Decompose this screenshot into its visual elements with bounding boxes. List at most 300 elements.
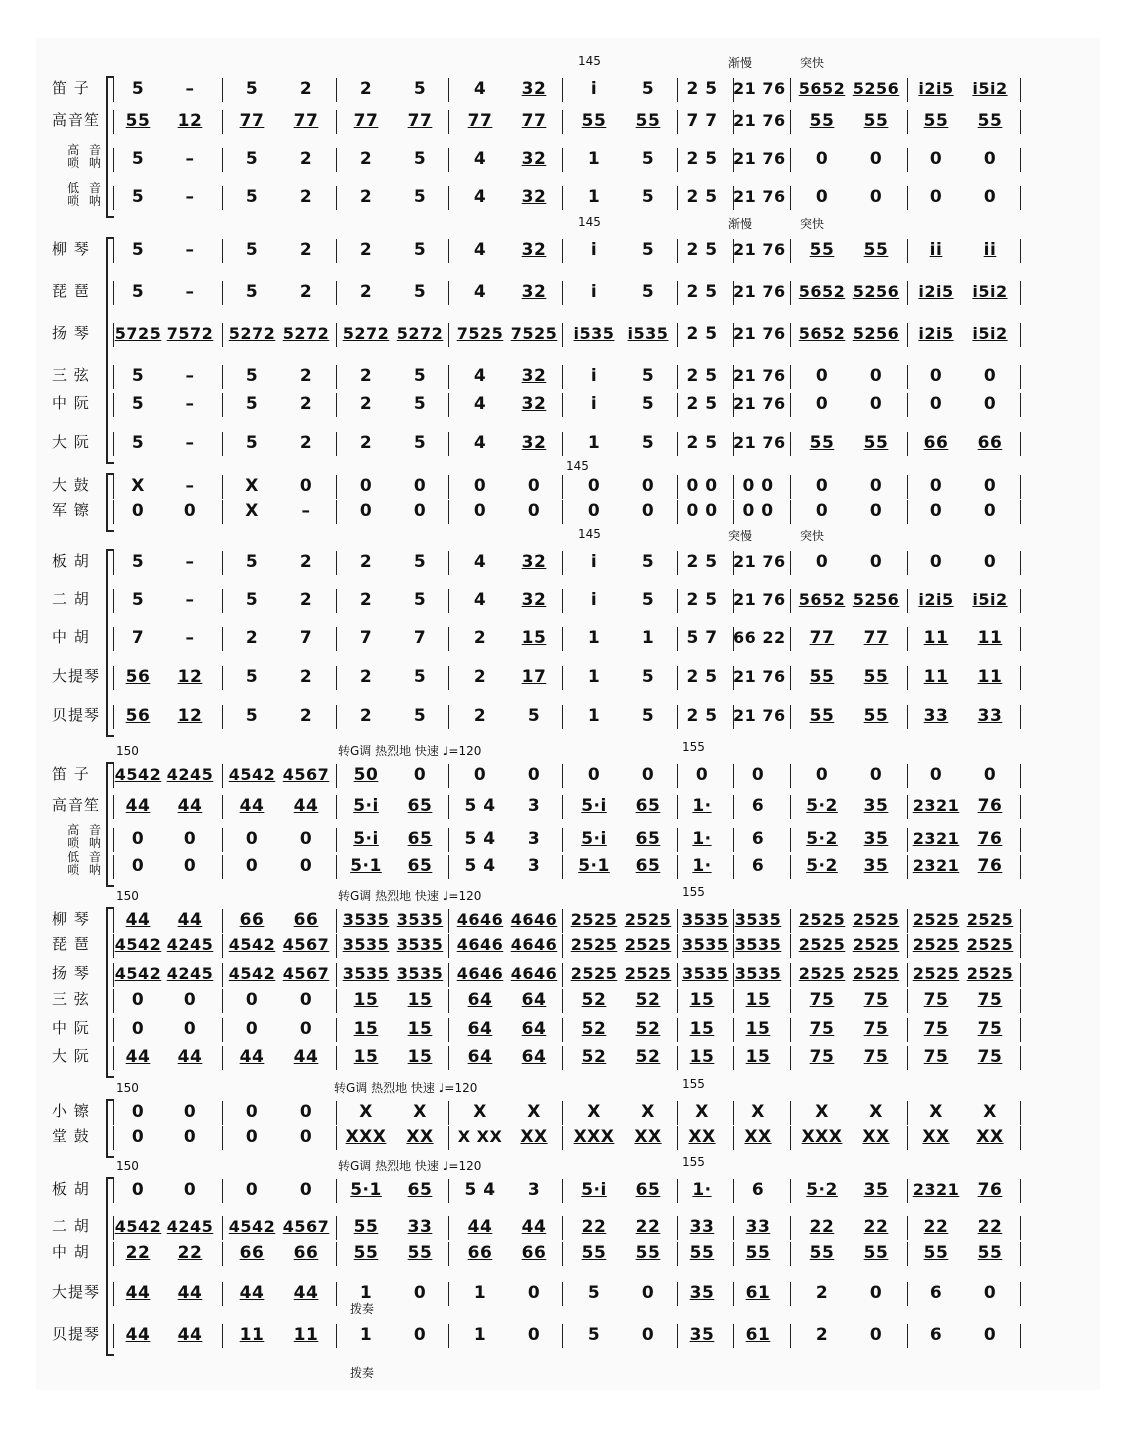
note-cell: 6: [751, 1180, 765, 1200]
staff-row: [0, 365, 1136, 389]
note-cell: X: [359, 1102, 373, 1122]
note-cell: 5 7: [686, 628, 718, 648]
barline: [1020, 855, 1021, 879]
quarter-note-icon: ♩: [438, 889, 449, 903]
note-cell: 76: [977, 796, 1003, 816]
note-cell: 55: [635, 1243, 661, 1263]
note-cell: 1: [641, 628, 655, 648]
note-cell: 5: [245, 149, 259, 169]
note-cell: 66: [977, 433, 1003, 453]
note-cell: 4: [473, 79, 487, 99]
instrument-label: 大 鼓: [52, 476, 90, 494]
barline: [677, 186, 678, 210]
note-cell: 4567: [282, 765, 330, 784]
barline: [562, 500, 563, 524]
note-cell: 4245: [166, 964, 214, 983]
note-cell: 5·2: [806, 829, 838, 849]
measure-number: 145: [578, 215, 601, 229]
note-cell: 55: [863, 240, 889, 260]
instrument-label: 大 阮: [52, 433, 90, 451]
barline: [448, 627, 449, 651]
barline: [790, 627, 791, 651]
barline: [790, 1282, 791, 1306]
note-cell: 2525: [624, 935, 672, 954]
note-cell: 5: [413, 433, 427, 453]
note-cell: 77: [293, 111, 319, 131]
note-cell: 4567: [282, 935, 330, 954]
barline: [222, 239, 223, 263]
note-cell: 15: [689, 1047, 715, 1067]
tempo-marking: 突慢: [728, 529, 753, 543]
note-cell: 2: [299, 394, 313, 414]
barline: [448, 705, 449, 729]
note-cell: 2321: [912, 829, 960, 848]
instrument-label: 小 镲: [52, 1102, 90, 1120]
instrument-label: 二 胡: [52, 1217, 90, 1235]
note-cell: 0: [815, 394, 829, 414]
barline: [336, 855, 337, 879]
staff-row: [0, 323, 1136, 347]
note-cell: 5: [413, 366, 427, 386]
barline: [790, 1179, 791, 1203]
barline: [677, 705, 678, 729]
barline: [1020, 1282, 1021, 1306]
instrument-label: 贝提琴: [52, 1325, 101, 1343]
barline: [562, 934, 563, 958]
barline: [790, 1046, 791, 1070]
instrument-label: 板 胡: [52, 552, 90, 570]
note-cell: 0: [527, 765, 541, 785]
instrument-label: 笛 子: [52, 79, 90, 97]
note-cell: 21 76: [733, 552, 786, 571]
barline: [562, 795, 563, 819]
note-cell: 2: [299, 240, 313, 260]
measure-number: 145: [578, 54, 601, 68]
note-cell: 0: [929, 187, 943, 207]
note-cell: 2: [299, 187, 313, 207]
note-cell: 0: [527, 476, 541, 496]
staff-row: [0, 393, 1136, 417]
pizzicato-marking: 拨奏: [350, 1302, 375, 1316]
tempo-value: =120: [448, 1159, 482, 1173]
staff-row: [0, 1179, 1136, 1203]
note-cell: 55: [977, 111, 1003, 131]
note-cell: 44: [239, 1047, 265, 1067]
note-cell: 3535: [342, 964, 390, 983]
note-cell: 5652: [798, 590, 846, 609]
note-cell: 75: [977, 1019, 1003, 1039]
note-cell: 7: [131, 628, 145, 648]
barline: [336, 627, 337, 651]
note-cell: 4: [473, 149, 487, 169]
note-cell: 44: [293, 1283, 319, 1303]
note-cell: 0: [183, 829, 197, 849]
barline: [336, 1216, 337, 1240]
note-cell: 22: [581, 1217, 607, 1237]
note-cell: 3535: [682, 935, 729, 954]
note-cell: 12: [177, 667, 203, 687]
note-cell: 0: [245, 990, 259, 1010]
note-cell: 4: [473, 366, 487, 386]
barline: [448, 589, 449, 613]
barline: [222, 148, 223, 172]
note-cell: 1: [359, 1325, 373, 1345]
note-cell: 5256: [852, 324, 900, 343]
note-cell: 2525: [966, 964, 1014, 983]
note-cell: –: [185, 366, 195, 386]
barline: [448, 323, 449, 347]
barline: [448, 281, 449, 305]
staff-row: [0, 475, 1136, 499]
barline: [790, 1242, 791, 1266]
tempo-marking: 渐慢: [728, 217, 753, 231]
barline: [336, 828, 337, 852]
barline: [336, 110, 337, 134]
barline: [336, 148, 337, 172]
note-cell: 3535: [342, 935, 390, 954]
note-cell: 5: [641, 240, 655, 260]
barline: [1020, 500, 1021, 524]
note-cell: 0: [983, 394, 997, 414]
note-cell: 55: [863, 433, 889, 453]
note-cell: 52: [581, 990, 607, 1010]
note-cell: 4542: [228, 935, 276, 954]
note-cell: 2525: [798, 910, 846, 929]
note-cell: 5: [245, 552, 259, 572]
barline: [1020, 989, 1021, 1013]
note-cell: 2 5: [686, 366, 718, 386]
barline: [790, 909, 791, 933]
note-cell: XX: [922, 1127, 950, 1147]
barline: [448, 239, 449, 263]
note-cell: 3535: [396, 935, 444, 954]
barline: [790, 148, 791, 172]
note-cell: 5: [641, 433, 655, 453]
note-cell: 4542: [114, 1217, 162, 1236]
barline: [222, 1046, 223, 1070]
note-cell: 21 76: [733, 149, 786, 168]
note-cell: 55: [863, 706, 889, 726]
instrument-label: 低 音 唢 呐: [67, 850, 104, 877]
note-cell: 44: [177, 796, 203, 816]
barline: [562, 1242, 563, 1266]
note-cell: 0: [587, 765, 601, 785]
barline: [677, 78, 678, 102]
note-cell: 52: [635, 990, 661, 1010]
note-cell: 0: [983, 765, 997, 785]
note-cell: 33: [689, 1217, 715, 1237]
note-cell: 35: [689, 1325, 715, 1345]
staff-row: [0, 1018, 1136, 1042]
instrument-label: 军 镲: [52, 501, 90, 519]
barline: [677, 934, 678, 958]
note-cell: XX: [976, 1127, 1004, 1147]
note-cell: 55: [353, 1217, 379, 1237]
measure-number: 145: [578, 527, 601, 541]
note-cell: 0: [245, 1127, 259, 1147]
barline: [336, 589, 337, 613]
note-cell: 0: [183, 990, 197, 1010]
note-cell: 65: [407, 796, 433, 816]
note-cell: 5: [413, 240, 427, 260]
barline: [448, 148, 449, 172]
note-cell: 5: [131, 79, 145, 99]
note-cell: 55: [809, 706, 835, 726]
note-cell: 65: [635, 829, 661, 849]
note-cell: 2: [359, 282, 373, 302]
note-cell: i2i5: [918, 282, 954, 301]
note-cell: 5272: [342, 324, 390, 343]
note-cell: X: [245, 501, 259, 521]
note-cell: 44: [293, 796, 319, 816]
barline: [448, 186, 449, 210]
barline: [790, 365, 791, 389]
barline: [790, 589, 791, 613]
note-cell: 0: [299, 990, 313, 1010]
note-cell: –: [185, 394, 195, 414]
note-cell: 5: [413, 282, 427, 302]
note-cell: 66: [923, 433, 949, 453]
instrument-label: 贝提琴: [52, 706, 101, 724]
note-cell: 75: [809, 1047, 835, 1067]
note-cell: 32: [521, 187, 547, 207]
barline: [222, 764, 223, 788]
note-cell: 1·: [692, 829, 712, 849]
note-cell: 44: [467, 1217, 493, 1237]
barline: [677, 909, 678, 933]
tempo-value: =120: [448, 744, 482, 758]
note-cell: 5652: [798, 282, 846, 301]
instrument-label: 低 音 唢 呐: [67, 181, 104, 208]
tempo-text: 转G调 热烈地 快速: [338, 744, 439, 758]
barline: [677, 963, 678, 987]
note-cell: 5: [587, 1325, 601, 1345]
note-cell: 64: [521, 1047, 547, 1067]
note-cell: 3: [527, 1180, 541, 1200]
note-cell: XX: [862, 1127, 890, 1147]
note-cell: 2321: [912, 796, 960, 815]
note-cell: 2 5: [686, 394, 718, 414]
barline: [222, 1282, 223, 1306]
barline: [448, 909, 449, 933]
note-cell: 2525: [966, 910, 1014, 929]
note-cell: 5: [131, 590, 145, 610]
instrument-label: 大提琴: [52, 1283, 101, 1301]
note-cell: 0 0: [742, 476, 774, 496]
barline: [336, 78, 337, 102]
note-cell: 6: [751, 796, 765, 816]
barline: [222, 627, 223, 651]
barline: [677, 1282, 678, 1306]
note-cell: i2i5: [918, 324, 954, 343]
barline: [562, 551, 563, 575]
note-cell: 5256: [852, 590, 900, 609]
note-cell: 2: [299, 667, 313, 687]
barline: [1020, 1018, 1021, 1042]
note-cell: 5: [131, 552, 145, 572]
barline: [222, 828, 223, 852]
barline: [336, 393, 337, 417]
note-cell: 5·i: [581, 829, 607, 849]
barline: [1020, 934, 1021, 958]
note-cell: 55: [689, 1243, 715, 1263]
note-cell: XXX: [573, 1127, 615, 1147]
staff-row: [0, 78, 1136, 102]
note-cell: 0: [527, 501, 541, 521]
note-cell: 5272: [396, 324, 444, 343]
barline: [790, 963, 791, 987]
barline: [222, 855, 223, 879]
note-cell: 0: [695, 765, 709, 785]
note-cell: 33: [977, 706, 1003, 726]
note-cell: 4646: [456, 935, 504, 954]
note-cell: 0: [413, 1325, 427, 1345]
note-cell: 5: [245, 187, 259, 207]
note-cell: 5: [641, 282, 655, 302]
note-cell: 32: [521, 240, 547, 260]
note-cell: 5 4: [464, 1180, 496, 1200]
barline: [562, 666, 563, 690]
note-cell: 0: [413, 501, 427, 521]
tempo-marking: [338, 887, 481, 904]
note-cell: 75: [863, 1019, 889, 1039]
note-cell: –: [185, 433, 195, 453]
note-cell: X: [983, 1102, 997, 1122]
note-cell: 4: [473, 394, 487, 414]
barline: [562, 764, 563, 788]
note-cell: –: [185, 79, 195, 99]
note-cell: 0: [929, 765, 943, 785]
note-cell: 2525: [852, 964, 900, 983]
barline: [677, 281, 678, 305]
barline: [336, 963, 337, 987]
measure-number: 150: [116, 889, 139, 903]
note-cell: 0: [299, 1180, 313, 1200]
measure-number: 155: [682, 885, 705, 899]
note-cell: 75: [923, 1019, 949, 1039]
note-cell: XX: [406, 1127, 434, 1147]
barline: [677, 1126, 678, 1150]
note-cell: 33: [407, 1217, 433, 1237]
note-cell: 55: [353, 1243, 379, 1263]
barline: [1020, 764, 1021, 788]
note-cell: 15: [353, 990, 379, 1010]
note-cell: 0: [131, 990, 145, 1010]
note-cell: 15: [689, 1019, 715, 1039]
barline: [448, 1282, 449, 1306]
note-cell: 0: [929, 476, 943, 496]
note-cell: 2525: [912, 964, 960, 983]
note-cell: 0: [245, 1019, 259, 1039]
staff-row: [0, 1216, 1136, 1240]
staff-row: [0, 909, 1136, 933]
barline: [677, 828, 678, 852]
note-cell: –: [185, 590, 195, 610]
barline: [222, 1018, 223, 1042]
note-cell: 55: [923, 111, 949, 131]
note-cell: 35: [863, 829, 889, 849]
note-cell: 75: [977, 1047, 1003, 1067]
staff-row: [0, 764, 1136, 788]
barline: [677, 393, 678, 417]
barline: [677, 475, 678, 499]
note-cell: 44: [239, 796, 265, 816]
note-cell: 15: [745, 1019, 771, 1039]
note-cell: 17: [521, 667, 547, 687]
note-cell: 77: [239, 111, 265, 131]
barline: [562, 110, 563, 134]
note-cell: 0: [983, 552, 997, 572]
note-cell: 44: [125, 1325, 151, 1345]
note-cell: 2: [473, 628, 487, 648]
note-cell: X: [869, 1102, 883, 1122]
note-cell: 2 5: [686, 324, 718, 344]
note-cell: 55: [863, 667, 889, 687]
note-cell: 5: [245, 394, 259, 414]
note-cell: 5: [245, 366, 259, 386]
barline: [677, 239, 678, 263]
note-cell: 15: [407, 990, 433, 1010]
note-cell: 3535: [734, 964, 782, 983]
instrument-label: 三 弦: [52, 990, 90, 1008]
barline: [790, 705, 791, 729]
measure-number: 145: [566, 459, 589, 473]
note-cell: 5: [413, 394, 427, 414]
note-cell: 7: [299, 628, 313, 648]
note-cell: 32: [521, 79, 547, 99]
instrument-label: 琵 琶: [52, 935, 90, 953]
note-cell: 2: [299, 552, 313, 572]
tempo-text: 转G调 热烈地 快速: [338, 889, 439, 903]
note-cell: i2i5: [918, 590, 954, 609]
note-cell: 5: [245, 282, 259, 302]
note-cell: 64: [521, 1019, 547, 1039]
barline: [1020, 239, 1021, 263]
note-cell: 5 4: [464, 829, 496, 849]
note-cell: 0: [869, 476, 883, 496]
note-cell: 52: [635, 1019, 661, 1039]
note-cell: 0: [299, 1102, 313, 1122]
instrument-label: 高 音 唢 呐: [67, 823, 104, 850]
measure-number: 150: [116, 744, 139, 758]
note-cell: 0: [527, 1325, 541, 1345]
barline: [222, 365, 223, 389]
note-cell: 32: [521, 552, 547, 572]
note-cell: 0: [815, 149, 829, 169]
note-cell: 75: [809, 1019, 835, 1039]
note-cell: 0: [183, 501, 197, 521]
measure-number: 155: [682, 1077, 705, 1091]
note-cell: 0: [131, 1019, 145, 1039]
staff-row: [0, 627, 1136, 651]
note-cell: 7: [413, 628, 427, 648]
note-cell: 75: [863, 990, 889, 1010]
measure-number: 150: [116, 1159, 139, 1173]
note-cell: 65: [407, 856, 433, 876]
note-cell: 4: [473, 590, 487, 610]
barline: [1020, 1179, 1021, 1203]
note-cell: i: [590, 282, 598, 302]
barline: [222, 1126, 223, 1150]
note-cell: 55: [581, 1243, 607, 1263]
note-cell: 0: [929, 394, 943, 414]
note-cell: 21 76: [733, 394, 786, 413]
note-cell: 2: [299, 79, 313, 99]
note-cell: 66: [293, 910, 319, 930]
note-cell: 11: [923, 667, 949, 687]
note-cell: 21 76: [733, 79, 786, 98]
note-cell: 7572: [166, 324, 214, 343]
